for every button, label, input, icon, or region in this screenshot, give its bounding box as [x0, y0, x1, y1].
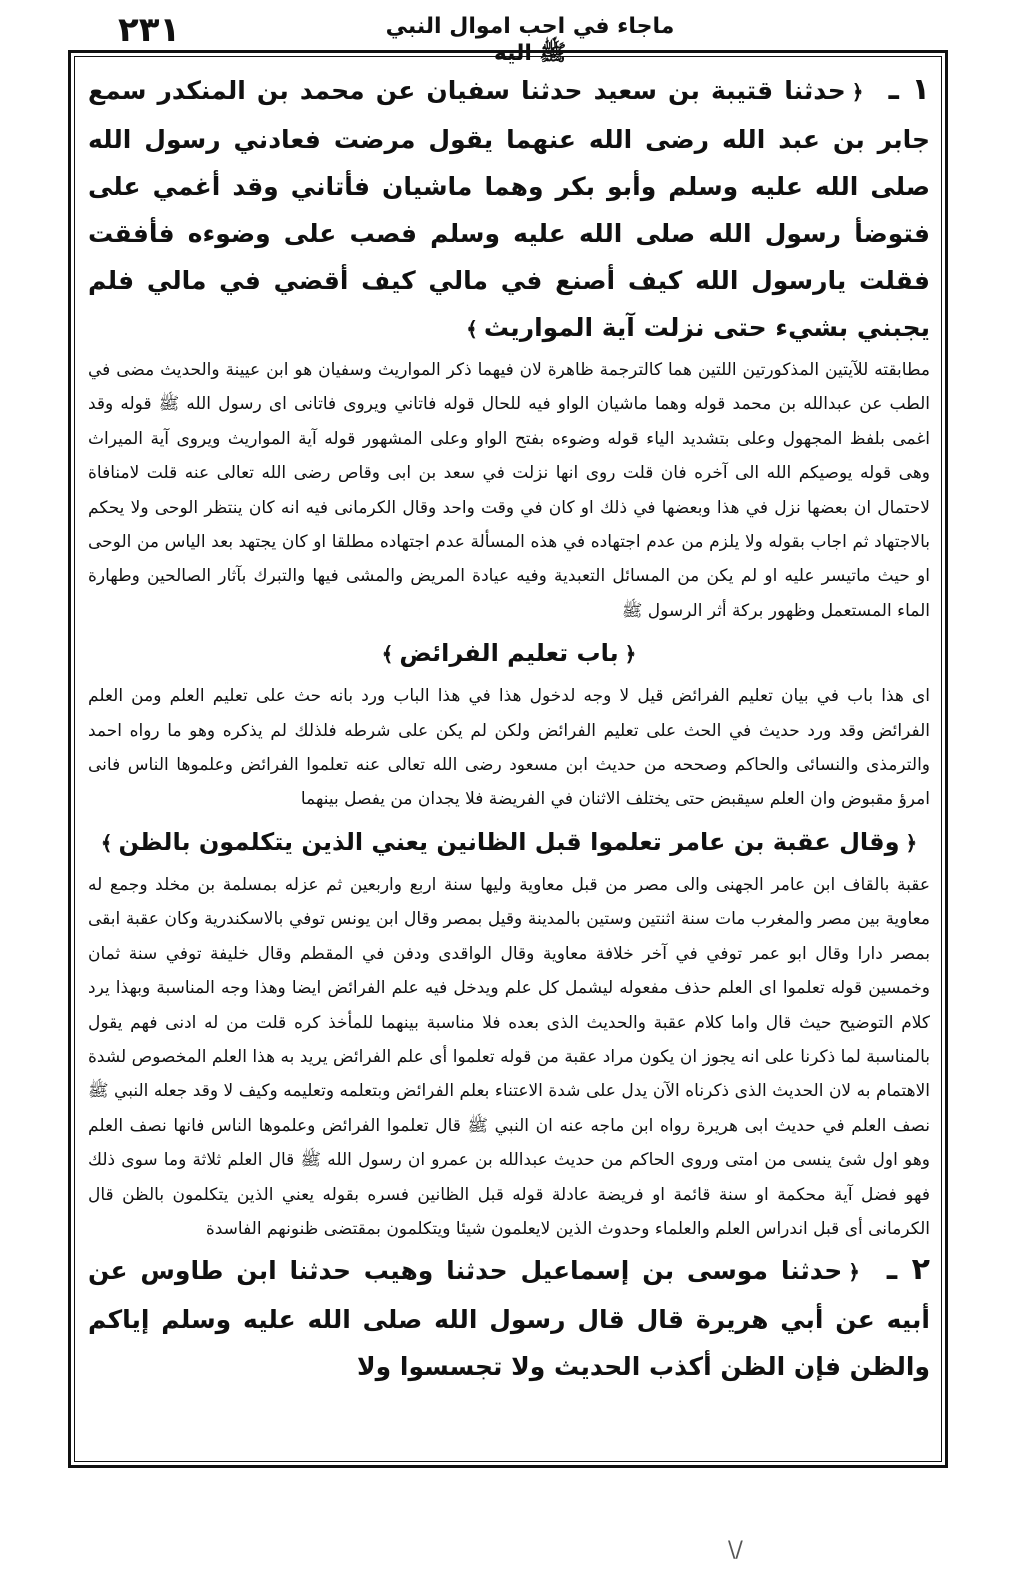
commentary-3: عقبة بالقاف ابن عامر الجهنى والى مصر من قبل معاوية وليها سنة اربع واربعين ثم عزله بمسلمة بن مخلد وجمع له معاوية بين مصر والمغرب مات سنة اثنتين وستين بالمدينة وقيل بمصر وقال ابن يونس توفي بالاسكندرية وكان عقبة ابقى بمصر دارا وقال ابو عمر توفي في آخر خلافة معاوية وقال الواقدى ودفن في المقطم وقال خليفة توفي سنة ثمان وخمسين قوله تعلموا اى العلم حذف مفعوله ليشمل كل علم ويدخل فيه علم الفرائض ايضا وهذا وجه المناسبة وبهذا يرد كلام التوضيح حيث قال واما كلام عقبة والحديث الذى بعده فلا مناسبة بينهما للمأخذ كره قلت من له ادنى فهم يقول بالمناسبة لما ذكرنا على انه يجوز ان يكون مراد عقبة من قوله تعلموا أى علم الفرائض يريد به هذا العلم المخصوص لشدة الاهتمام به لان الحديث الذى ذكرناه الآن يدل على شدة الاعتناء بعلم الفرائض وبتعلمه وتعليمه وكيف لا وقد جعله النبي ﷺ نصف العلم في حديث ابى هريرة رواه ابن ماجه عنه ان النبي ﷺ قال تعلموا الفرائض وعلموها الناس فانها نصف العلم وهو اول شئ ينسى من امتى وروى الحاكم من حديث عبدالله بن عمرو ان رسول الله ﷺ قال العلم ثلاثة وما سوى ذلك فهو فضل آية محكمة او سنة قائمة او فريضة عادلة قوله قبل الظانين فسره بقوله يعني الذين يتكلمون بالظن قال الكرمانى أى قبل اندراس العلم والعلماء وحدوث الذين لايعلمون شيئا ويتكلمون بمقتضى ظنونهم الفاسدة	[88, 874, 930, 1239]
bab-heading	[88, 628, 930, 679]
ornament-close-icon: ﴾	[381, 642, 394, 667]
hadith-2	[88, 1246, 930, 1390]
hadith-1-text: قتيبة بن سعيد حدثنا سفيان عن محمد بن المنكدر سمع جابر بن عبد الله رضى الله عنهما يقول مرضت فعادني رسول الله صلى الله عليه وسلم وأبو بكر وهما ماشيان فأتاني وقد أغمي على فتوضأ رسول الله صلى الله عليه وسلم فصب على وضوءه فأفقت فقلت يارسول الله كيف أصنع في مالي كيف أقضي في مالي فلم يجبني بشيء حتى نزلت آية المواريث	[88, 76, 930, 342]
bab-heading-text: باب تعليم الفرائض	[399, 639, 619, 668]
hadith-1	[88, 66, 930, 353]
page-number: ۲۳۱	[118, 10, 181, 50]
hadith-1-intro: حدثنا	[784, 76, 846, 105]
running-head: ماجاء في احب اموال النبي ﷺ اليه	[385, 14, 675, 66]
tarjama-heading	[88, 817, 930, 868]
page-content	[88, 66, 930, 1390]
tarjama-text: وقال عقبة بن عامر تعلموا قبل الظانين يعني الذين يتكلمون بالظن	[118, 827, 900, 856]
ornament-open-icon: ﴿	[905, 830, 918, 855]
stray-pen-mark: \/	[728, 1538, 743, 1563]
ornament-close-icon: ﴾	[466, 317, 478, 341]
hadith-1-number: ١ ـ	[888, 72, 930, 107]
ornament-open-icon: ﴿	[624, 642, 637, 667]
commentary-2: اى هذا باب في بيان تعليم الفرائض قيل لا وجه لدخول هذا في هذا الباب ورد بانه حث على تعليم العلم ومن العلم الفرائض وقد ورد حديث في الحث على تعليم الفرائض ولكن لم يكن على شرطه فلذلك لم يذكره وهو ما رواه احمد والترمذى والنسائى والحاكم وصححه من حديث ابن مسعود رضى الله تعالى عنه تعلموا الفرائض وعلموها الناس فانى امرؤ مقبوض وان العلم سيقبض حتى يختلف الاثنان في الفريضة فلا يجدان من يفصل بينهما	[88, 686, 930, 810]
ornament-open-icon: ﴿	[851, 80, 864, 104]
hadith-2-number: ۲ ـ	[886, 1252, 930, 1288]
hadith-2-text: موسى بن إسماعيل حدثنا وهيب حدثنا ابن طاوس عن أبيه عن أبي هريرة قال قال رسول الله صلى الله عليه وسلم إياكم والظن فإن الظن أكذب الحديث ولا تجسسوا ولا	[88, 1256, 930, 1382]
hadith-2-intro: حدثنا	[780, 1256, 843, 1286]
ornament-close-icon: ﴾	[100, 830, 113, 855]
ornament-open-icon: ﴿	[848, 1260, 860, 1285]
commentary-1: مطابقته للآيتين المذكورتين اللتين هما كالترجمة ظاهرة لان فيهما ذكر المواريث وسفيان هو ابن عيينة والحديث مضى في الطب عن عبدالله بن محمد قوله وهما ماشيان الواو فيه للحال قوله فاتاني ويروى فاتانى اى رسول الله ﷺ قوله وقد اغمى بلفظ المجهول وعلى بتشديد الياء قوله وضوءه بفتح الواو وعلى المشهور قوله آية المواريث ويروى آية الميراث وهى قوله يوصيكم الله الى آخره فان قلت روى انها نزلت في سعد بن ابى وقاص رضى الله تعالى عنه قلت لامنافاة لاحتمال ان بعضها نزل في هذا وبعضها في ذلك او كان في وقت واحد وقال الكرمانى فيه انه كان ينتظر الوحى ولا يحكم بالاجتهاد ثم اجاب بقوله ولا يلزم من عدم اجتهاده في هذه المسألة عدم اجتهاده مطلقا او كان يجتهد بعد الياس من الوحى او حيث ماتيسر عليه او لم يكن من المسائل التعبدية وفيه عيادة المريض والمشى فيها والتبرك بآثار الصالحين وطهارة الماء المستعمل وظهور بركة أثر الرسول ﷺ	[88, 360, 930, 621]
